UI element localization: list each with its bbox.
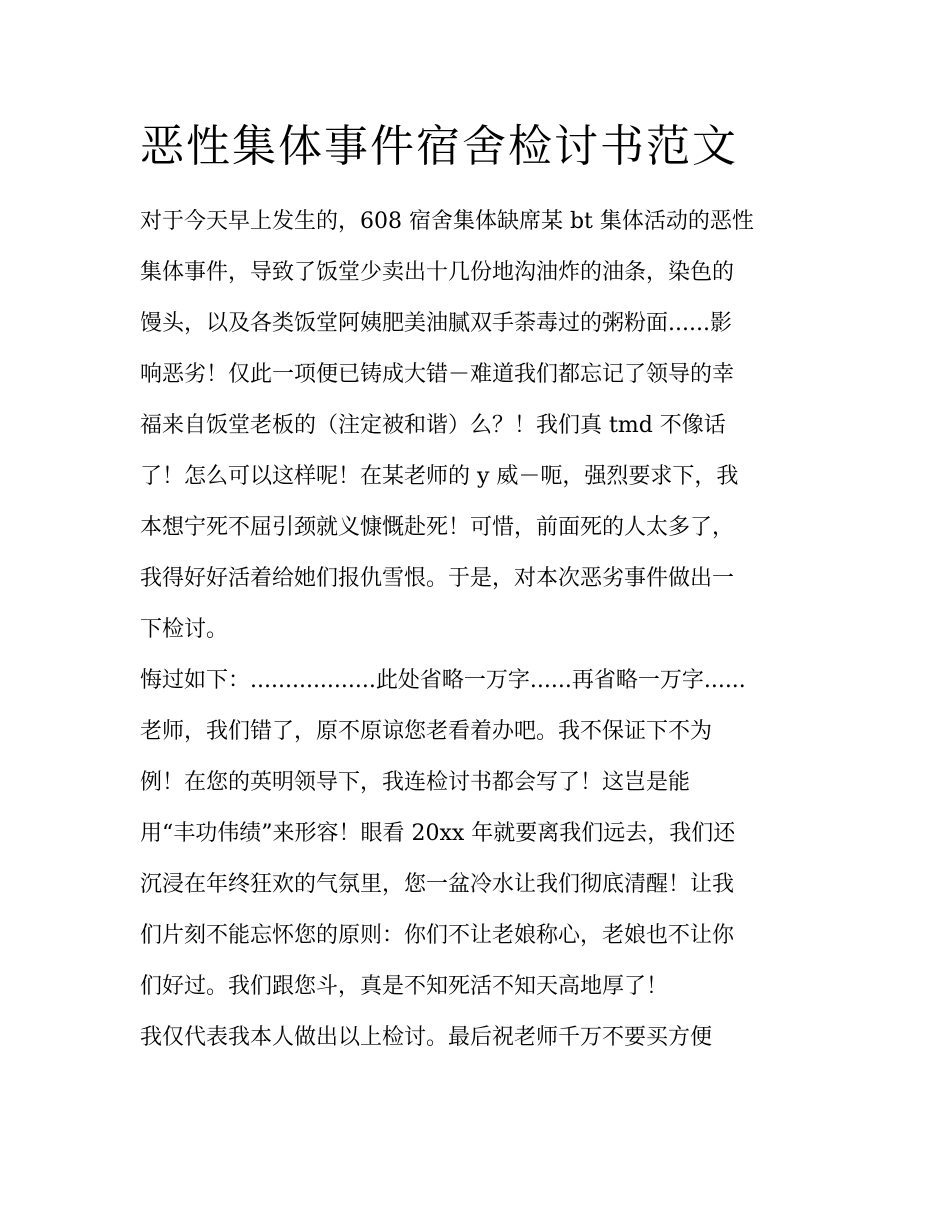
- body-line: 们好过。我们跟您斗，真是不知死活不知天高地厚了！: [140, 974, 669, 999]
- body-line: 响恶劣！仅此一项便已铸成大错－难道我们都忘记了领导的幸: [140, 362, 735, 387]
- body-line: 老师，我们错了，原不原谅您老看着办吧。我不保证下不为: [140, 719, 713, 744]
- body-line: 我得好好活着给她们报仇雪恨。于是，对本次恶劣事件做出一: [140, 566, 735, 591]
- body-line: 集体事件，导致了饭堂少卖出十几份地沟油炸的油条，染色的: [140, 260, 735, 285]
- body-line: 例！在您的英明领导下，我连检讨书都会写了！这岂是能: [140, 770, 691, 795]
- body-line: 本想宁死不屈引颈就义慷慨赴死！可惜，前面死的人太多了，: [140, 515, 735, 540]
- body-line: 了！怎么可以这样呢！在某老师的 y 威－呃，强烈要求下，我: [140, 464, 739, 489]
- body-line: 馒头，以及各类饭堂阿姨肥美油腻双手荼毒过的粥粉面......影: [140, 311, 732, 336]
- body-line: 们片刻不能忘怀您的原则：你们不让老娘称心，老娘也不让你: [140, 923, 735, 948]
- body-line: 福来自饭堂老板的（注定被和谐）么？！我们真 tmd 不像话: [140, 413, 726, 438]
- body-line: 对于今天早上发生的，608 宿舍集体缺席某 bt 集体活动的恶性: [140, 209, 754, 234]
- body-line: 下检讨。: [140, 617, 229, 642]
- body-line: 用“丰功伟绩”来形容！眼看 20xx 年就要离我们远去，我们还: [140, 821, 736, 846]
- document-title: 恶性集体事件宿舍检讨书范文: [140, 121, 738, 172]
- body-line: 悔过如下：..................此处省略一万字......再省略一万字......: [140, 668, 746, 693]
- body-line: 我仅代表我本人做出以上检讨。最后祝老师千万不要买方便: [140, 1025, 713, 1050]
- body-line: 沉浸在年终狂欢的气氛里，您一盆冷水让我们彻底清醒！让我: [140, 872, 735, 897]
